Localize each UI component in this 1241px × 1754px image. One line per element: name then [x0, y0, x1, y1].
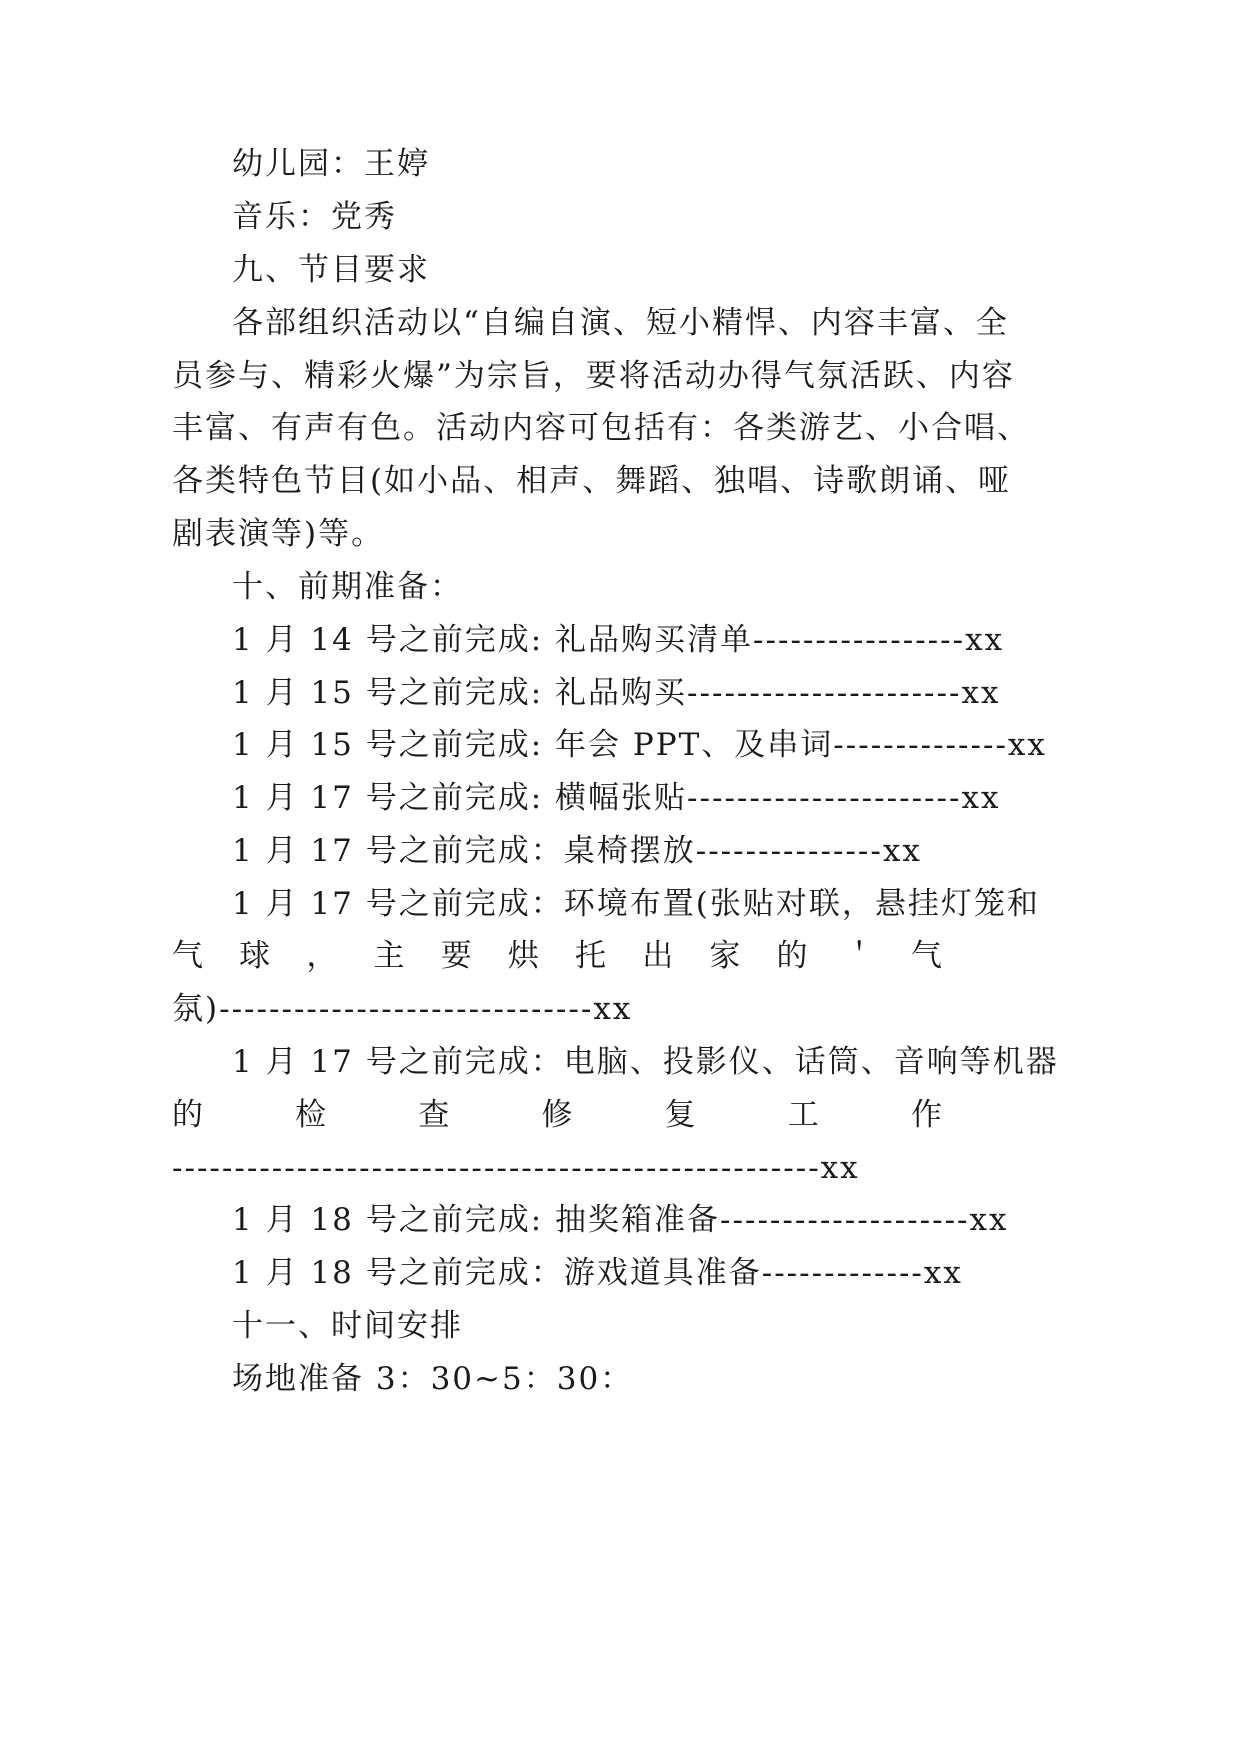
section-heading: 十一、时间安排	[232, 1308, 463, 1344]
text-line: 幼儿园：王婷	[232, 146, 430, 182]
justified-char: 的	[776, 938, 808, 974]
task-line: 1 月 17 号之前完成：桌椅摆放---------------xx	[232, 833, 922, 869]
justified-char: 主	[373, 938, 405, 974]
task-line: ----------------------------------------------------xx	[172, 1150, 860, 1186]
text-line: 场地准备 3：30~5：30：	[232, 1361, 634, 1397]
justified-char: 出	[642, 938, 674, 974]
task-line: 1 月 18 号之前完成: 抽奖箱准备--------------------xx	[232, 1202, 1009, 1238]
text-line: 员参与、精彩火爆”为宗旨，要将活动办得气氛活跃、内容	[172, 358, 1015, 394]
justified-char: 烘	[507, 938, 539, 974]
justified-line	[172, 1095, 942, 1135]
text-line: 各部组织活动以“自编自演、短小精悍、内容丰富、全	[232, 305, 1009, 341]
justified-char: 球	[239, 938, 271, 974]
text-line: 各类特色节目(如小品、相声、舞蹈、独唱、诗歌朗诵、哑	[172, 463, 1012, 499]
justified-char: 气	[172, 938, 203, 974]
justified-char: 的	[172, 1097, 203, 1133]
justified-char: 托	[575, 938, 607, 974]
justified-line	[172, 936, 942, 976]
text-line: 剧表演等)等。	[172, 516, 385, 552]
justified-char: 作	[910, 1097, 942, 1133]
section-heading: 十、前期准备：	[232, 569, 463, 605]
text-line: 丰富、有声有色。活动内容可包括有：各类游艺、小合唱、	[172, 410, 1030, 446]
justified-char: 要	[440, 938, 472, 974]
task-line: 1 月 17 号之前完成：环境布置(张贴对联，悬挂灯笼和	[232, 886, 1040, 922]
justified-char: 修	[541, 1097, 573, 1133]
justified-char: 家	[709, 938, 741, 974]
section-heading: 九、节目要求	[232, 252, 430, 288]
text-line: 音乐：党秀	[232, 199, 397, 235]
justified-char: 气	[910, 938, 942, 974]
justified-char: ＇	[843, 938, 875, 974]
task-line: 1 月 15 号之前完成: 礼品购买----------------------xx	[232, 675, 1001, 711]
task-line: 1 月 17 号之前完成：电脑、投影仪、话筒、音响等机器	[232, 1044, 1059, 1080]
task-line: 氛)------------------------------xx	[172, 991, 633, 1027]
justified-char: 工	[787, 1097, 819, 1133]
justified-char: 复	[664, 1097, 696, 1133]
justified-char: 检	[295, 1097, 327, 1133]
justified-char: 查	[418, 1097, 450, 1133]
task-line: 1 月 15 号之前完成: 年会 PPT、及串词--------------xx	[232, 727, 1047, 763]
task-line: 1 月 18 号之前完成：游戏道具准备-------------xx	[232, 1255, 963, 1291]
task-line: 1 月 14 号之前完成: 礼品购买清单-----------------xx	[232, 622, 1005, 658]
task-line: 1 月 17 号之前完成: 横幅张贴----------------------xx	[232, 780, 1001, 816]
justified-char: ，	[306, 938, 338, 974]
